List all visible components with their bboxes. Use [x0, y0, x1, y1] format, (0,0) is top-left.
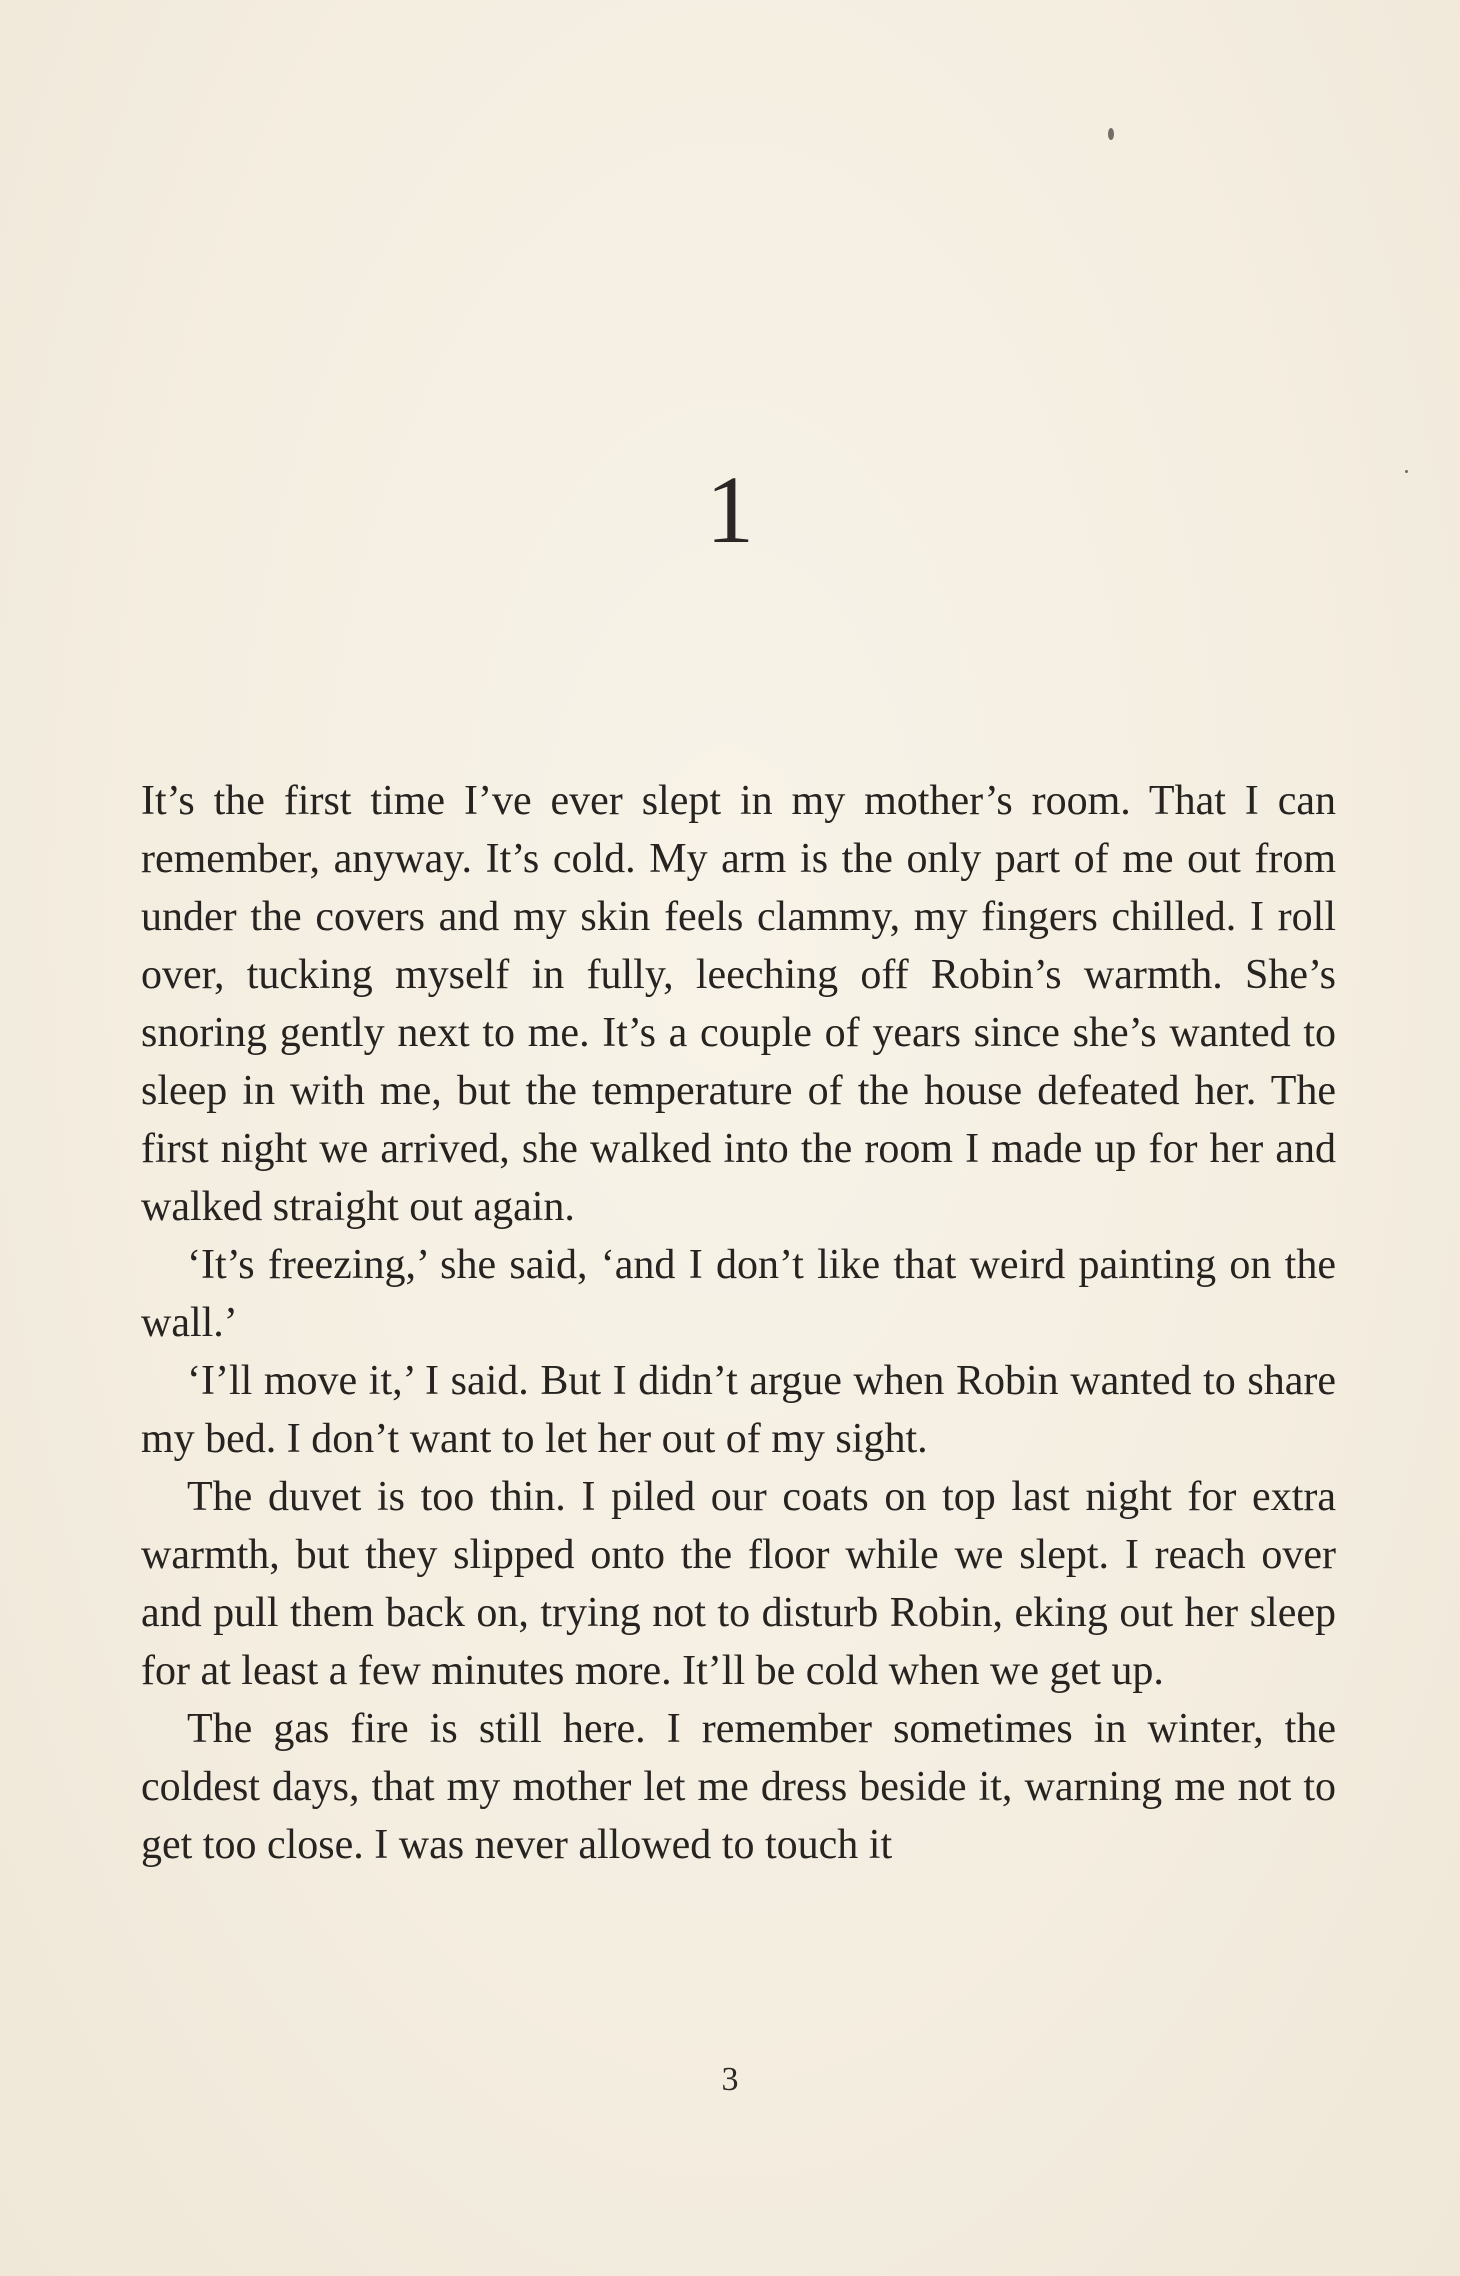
paragraph: ‘It’s freezing,’ she said, ‘and I don’t like that weird painting on the wall.’: [141, 1242, 1336, 1346]
chapter-body-text: [141, 772, 1336, 1874]
paragraph: The gas fire is still here. I remember sometimes in winter, the coldest days, that my mother let me dress beside it, warning me not to get too close. I was never allowed to touch it: [141, 1706, 1336, 1868]
paragraph: The duvet is too thin. I piled our coats on top last night for extra warmth, but they slipped onto the floor while we slept. I reach over and pull them back on, trying not to disturb Robin, eking out her sleep for at least a few minutes more. It’ll be cold when we get up.: [141, 1474, 1336, 1694]
ink-speck: [1108, 128, 1114, 140]
page-number: 3: [721, 2061, 739, 2098]
paragraph: It’s the first time I’ve ever slept in my mother’s room. That I can remember, anyway. It’s cold. My arm is the only part of me out from under the covers and my skin feels clammy, my fingers chilled. I roll over, tucking myself in fully, leeching off Robin’s warmth. She’s snoring gently next to me. It’s a couple of years since she’s wanted to sleep in with me, but the temperature of the house defeated her. The first night we arrived, she walked into the room I made up for her and walked straight out again.: [141, 778, 1336, 1230]
chapter-number: 1: [706, 456, 754, 563]
paragraph: ‘I’ll move it,’ I said. But I didn’t argue when Robin wanted to share my bed. I don’t want to let her out of my sight.: [141, 1358, 1336, 1462]
